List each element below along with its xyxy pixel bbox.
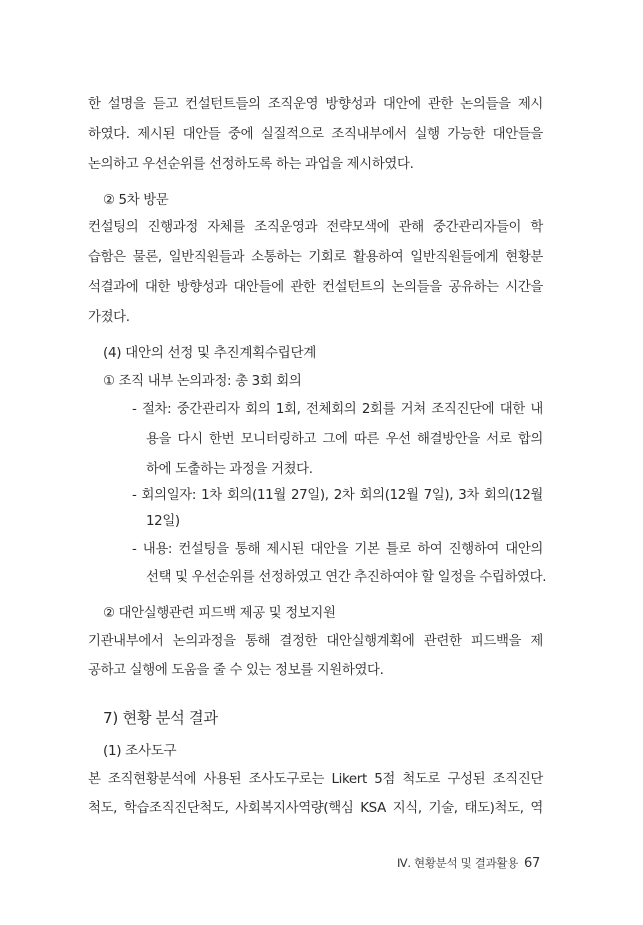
paragraph-line: 본 조직현황분석에 사용된 조사도구로는 Likert 5점 척도로 구성된 조직진단 (88, 772, 543, 787)
bullet-line: - 절차: 중간관리자 회의 1회, 전체회의 2회를 거쳐 조직진단에 대한 내 (132, 402, 543, 417)
paragraph-line: 한 설명을 듣고 컨설턴트들의 조직운영 방향성과 대안에 관한 논의들을 제시 (88, 97, 543, 112)
paragraph-line: 척도, 학습조직진단척도, 사회복지사역량(핵심 KSA 지식, 기술, 태도)척도, 역 (88, 801, 543, 816)
paragraph-line: 습함은 물론, 일반직원들과 소통하는 기회로 활용하여 일반직원들에게 현황분 (88, 250, 543, 265)
paragraph-line: 가졌다. (88, 310, 130, 325)
subsection-heading: (1) 조사도구 (103, 743, 177, 759)
paragraph-line: 컨설팅의 진행과정 자체를 조직운영과 전략모색에 관해 중간관리자들이 학 (88, 220, 543, 235)
bullet-line: - 회의일자: 1차 회의(11월 27일), 2차 회의(12월 7일), 3차 회의(12월 (132, 488, 543, 503)
page-footer (397, 855, 540, 871)
section-heading: 7) 현황 분석 결과 (103, 709, 218, 727)
chapter-title: Ⅳ. 현황분석 및 결과활용 (397, 856, 519, 870)
list-item-title: ② 5차 방문 (103, 193, 169, 208)
list-item-title: ① 조직 내부 논의과정: 총 3회 회의 (103, 374, 302, 389)
bullet-line: - 내용: 컨설팅을 통해 제시된 대안을 기본 틀로 하여 진행하여 대안의 (132, 542, 543, 557)
paragraph-line: 논의하고 우선순위를 선정하도록 하는 과업을 제시하였다. (88, 157, 414, 172)
bullet-line: 하에 도출하는 과정을 거쳤다. (146, 462, 313, 477)
paragraph-line: 하였다. 제시된 대안들 중에 실질적으로 조직내부에서 실행 가능한 대안들을 (88, 127, 543, 142)
page-number: 67 (524, 856, 540, 871)
section-heading: (4) 대안의 선정 및 추진계획수립단계 (103, 345, 317, 361)
bullet-line: 12일) (146, 514, 180, 529)
bullet-line: 용을 다시 한번 모니터링하고 그에 따른 우선 해결방안을 서로 합의 (146, 432, 543, 447)
list-item-title: ② 대안실행관련 피드백 제공 및 정보지원 (103, 606, 336, 621)
paragraph-line: 공하고 실행에 도움을 줄 수 있는 정보를 지원하였다. (88, 663, 384, 678)
paragraph-line: 기관내부에서 논의과정을 통해 결정한 대안실행계획에 관련한 피드백을 제 (88, 634, 543, 649)
bullet-line: 선택 및 우선순위를 선정하였고 연간 추진하여야 할 일정을 수립하였다. (146, 570, 547, 585)
paragraph-line: 석결과에 대한 방향성과 대안들에 관한 컨설턴트의 논의들을 공유하는 시간을 (88, 280, 543, 295)
